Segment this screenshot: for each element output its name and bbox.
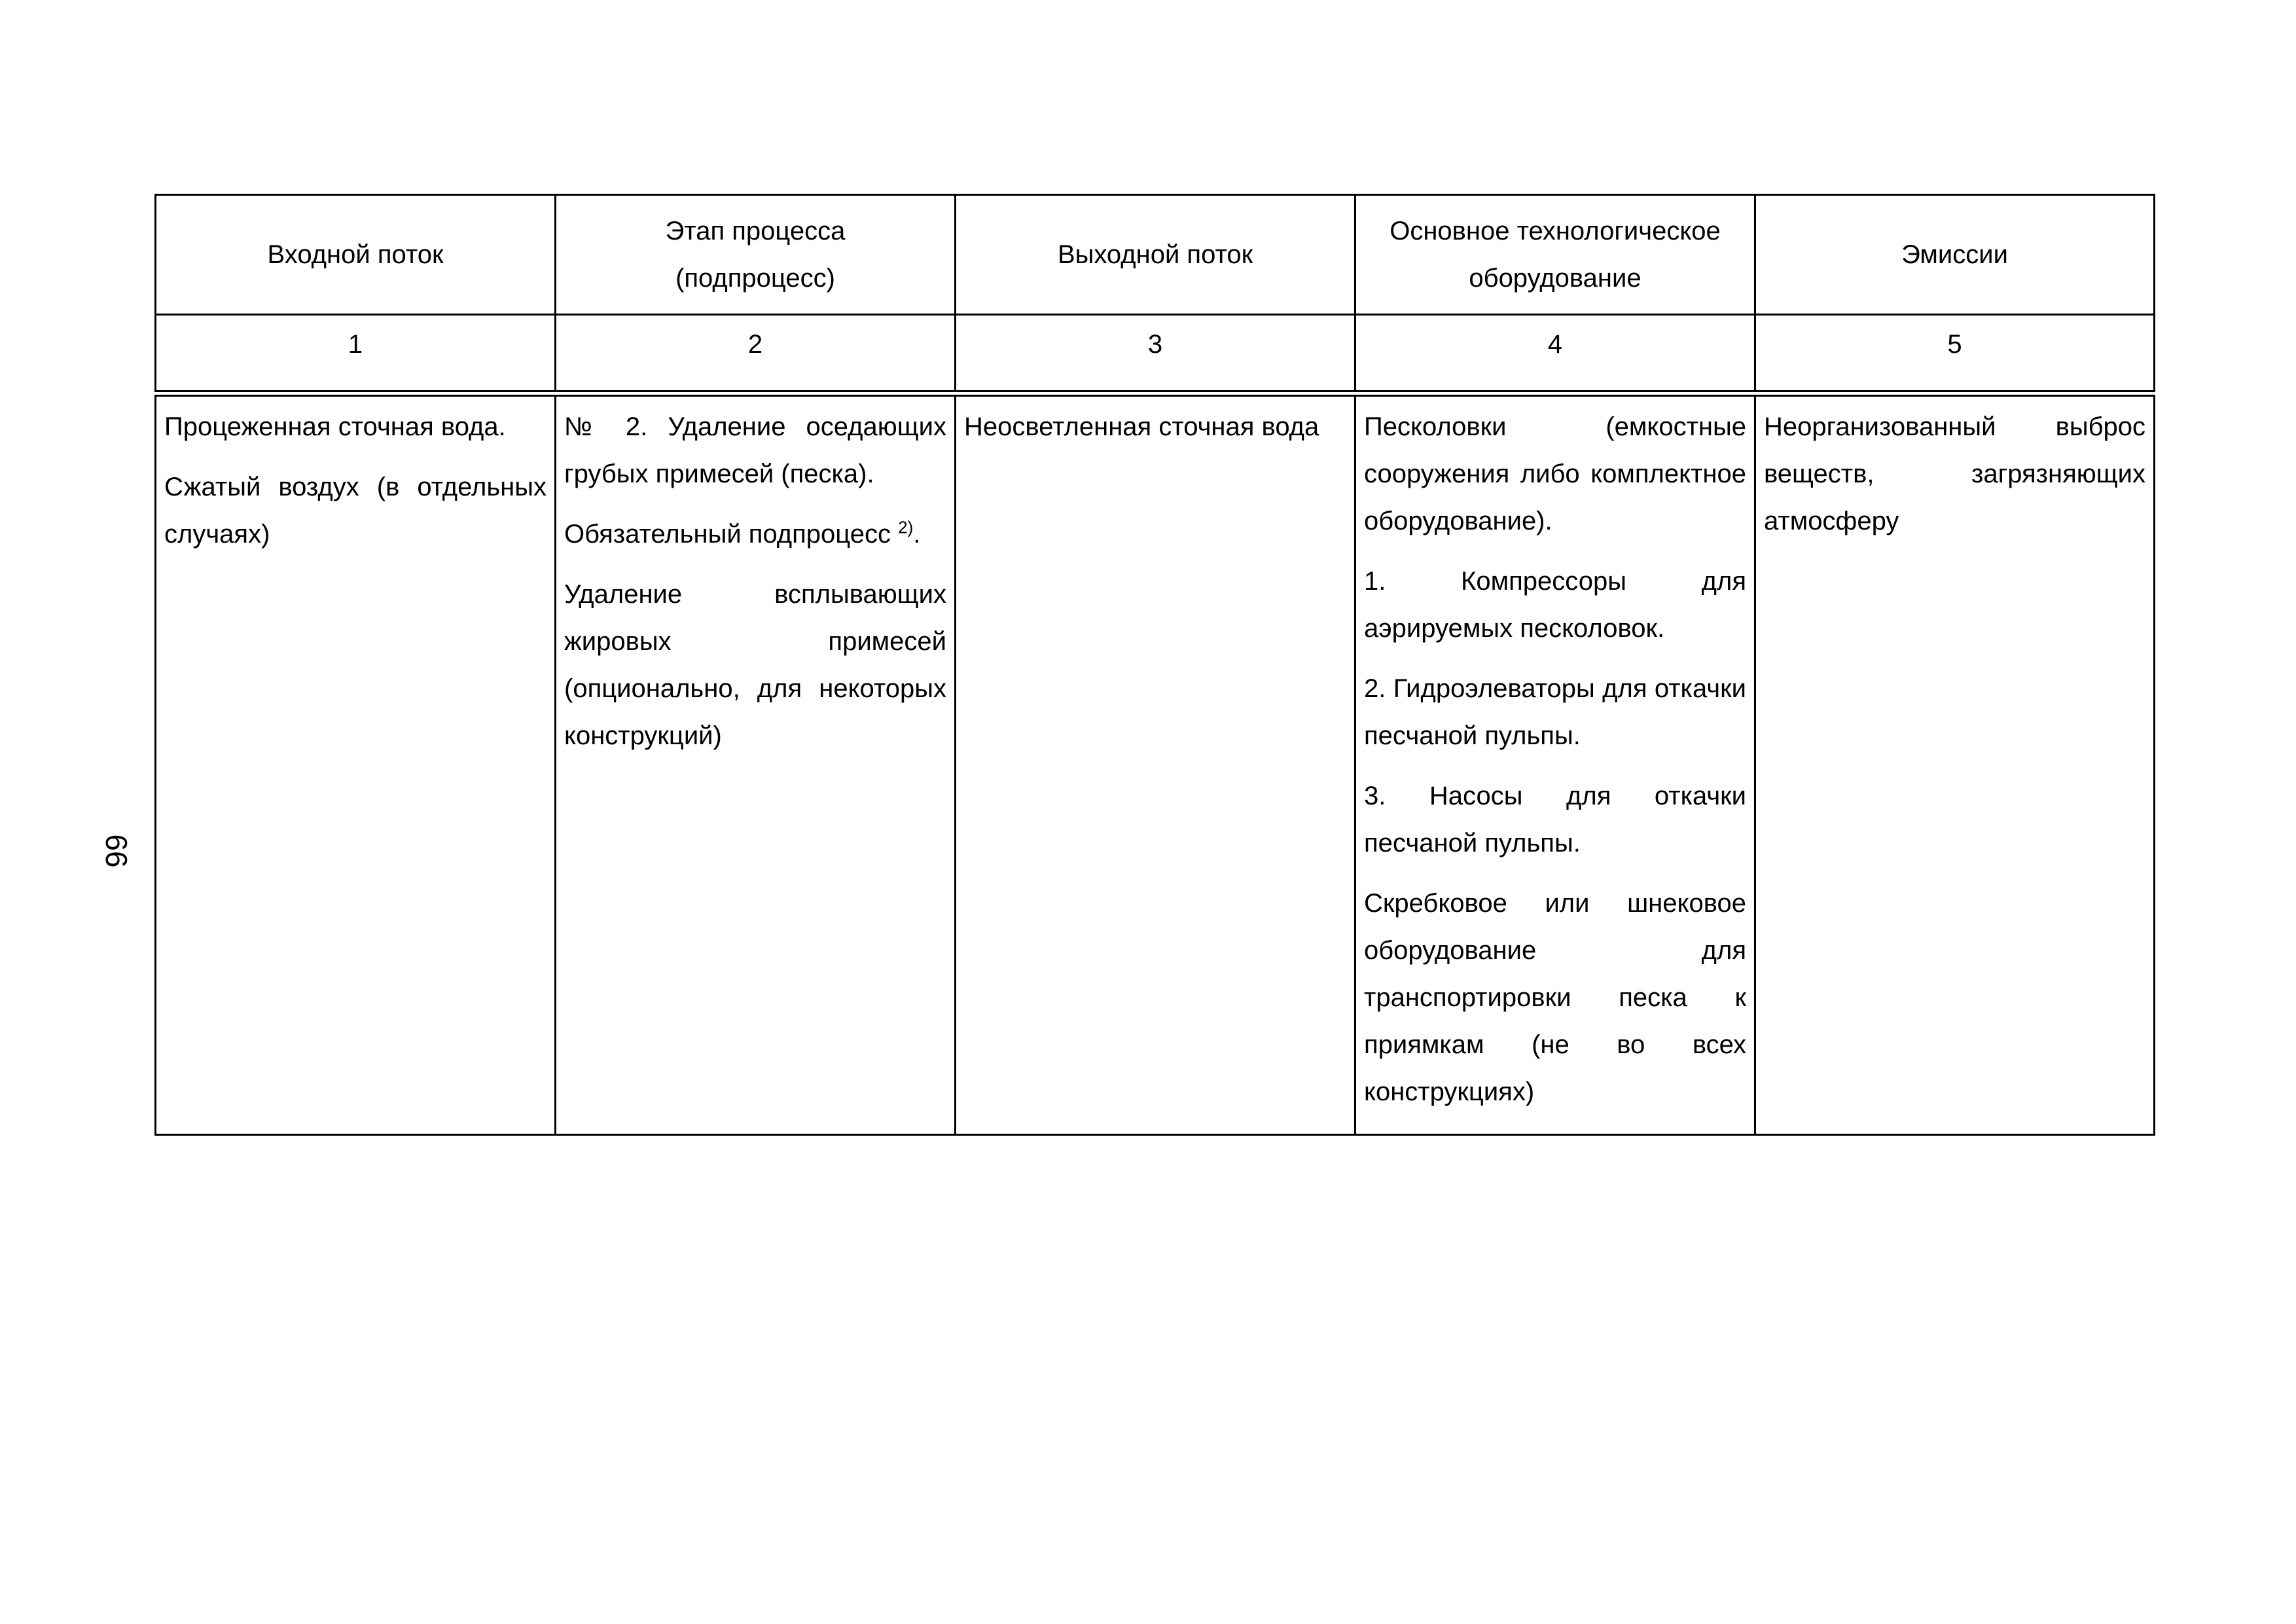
header-line: Основное технологическое bbox=[1390, 217, 1721, 245]
header-line: Выходной поток bbox=[1057, 240, 1253, 269]
cell-paragraph: Скребковое или шнековое оборудование для транспортировки песка к приямкам (не во всех конструкциях) bbox=[1364, 889, 1746, 1106]
header-line: (подпроцесс) bbox=[675, 264, 835, 293]
table-row bbox=[156, 393, 2155, 1135]
header-line: Входной поток bbox=[267, 240, 444, 269]
footnote-marker[interactable]: 2) bbox=[898, 517, 914, 537]
cell-process-stage bbox=[556, 393, 956, 1135]
header-row bbox=[156, 195, 2155, 315]
header-line: Эмиссии bbox=[1901, 240, 2008, 269]
column-number-row bbox=[156, 315, 2155, 394]
cell-paragraph: 3. Насосы для откачки песчаной пульпы. bbox=[1364, 782, 1746, 857]
paragraph-text: Обязательный подпроцесс bbox=[564, 520, 899, 549]
cell-paragraph-footnoted bbox=[564, 511, 946, 558]
column-number: 3 bbox=[956, 315, 1355, 394]
column-number: 4 bbox=[1355, 315, 1755, 394]
header-output-flow bbox=[956, 195, 1355, 315]
header-line: оборудование bbox=[1469, 264, 1641, 293]
cell-paragraph: 1. Компрессоры для аэрируемых песколовок. bbox=[1364, 567, 1746, 643]
cell-paragraph: Процеженная сточная вода. bbox=[164, 412, 506, 441]
header-process-stage bbox=[556, 195, 956, 315]
cell-paragraph: Неосветленная сточная вода bbox=[964, 412, 1319, 441]
cell-input-flow bbox=[156, 393, 556, 1135]
page-number: 66 bbox=[99, 834, 134, 868]
process-table bbox=[154, 194, 2155, 1136]
paragraph-end: . bbox=[913, 520, 921, 549]
column-number: 5 bbox=[1755, 315, 2155, 394]
column-number: 2 bbox=[556, 315, 956, 394]
cell-emissions bbox=[1755, 393, 2155, 1135]
header-equipment bbox=[1355, 195, 1755, 315]
header-input-flow bbox=[156, 195, 556, 315]
header-emissions bbox=[1755, 195, 2155, 315]
cell-paragraph: Удаление всплывающих жировых примесей (опционально, для некоторых конструкций) bbox=[564, 580, 946, 750]
cell-equipment bbox=[1355, 393, 1755, 1135]
cell-paragraph: Сжатый воздух (в отдельных случаях) bbox=[164, 473, 547, 549]
cell-paragraph: Неорганизованный выброс веществ, загрязняющих атмосферу bbox=[1764, 412, 2145, 535]
cell-paragraph: 2. Гидроэлеваторы для откачки песчаной пульпы. bbox=[1364, 674, 1746, 750]
column-number: 1 bbox=[156, 315, 556, 394]
header-line: Этап процесса bbox=[665, 217, 846, 245]
cell-paragraph: Песколовки (емкостные сооружения либо комплектное оборудование). bbox=[1364, 412, 1746, 535]
cell-paragraph: № 2. Удаление оседающих грубых примесей (песка). bbox=[564, 412, 946, 488]
cell-output-flow bbox=[956, 393, 1355, 1135]
